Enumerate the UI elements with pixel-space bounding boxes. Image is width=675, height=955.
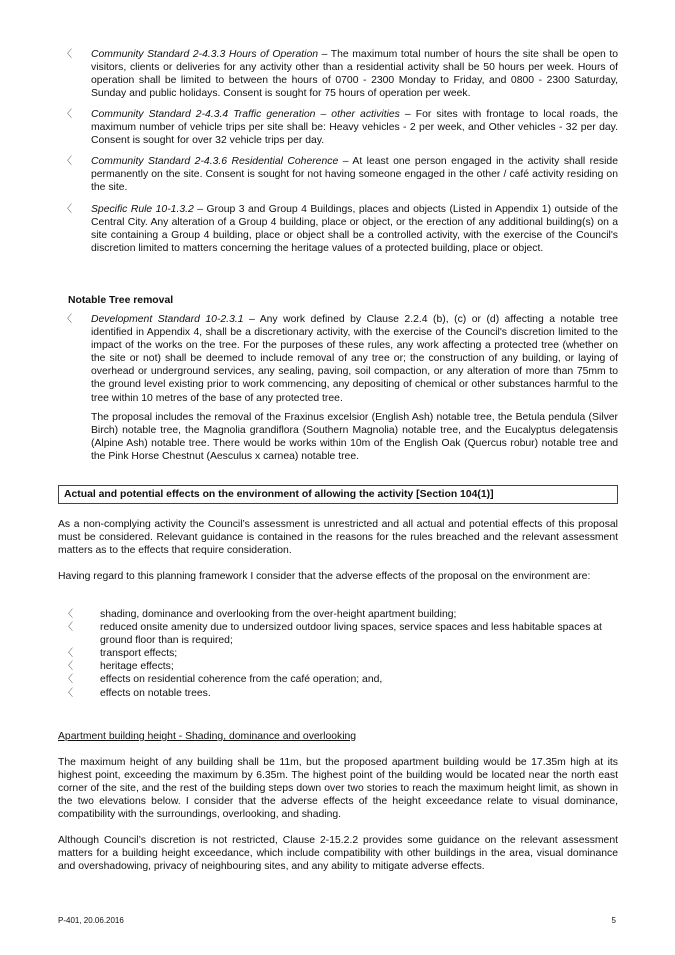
footer-doc-ref: P-401, 20.06.2016 — [58, 916, 124, 925]
bullet-marker: 〈 — [62, 49, 72, 60]
list-item — [63, 621, 618, 647]
rule-item-heritage — [62, 203, 618, 255]
rule-reference: Community Standard 2-4.3.3 Hours of Operation — [91, 49, 319, 60]
effect-text: transport effects; — [100, 648, 178, 660]
effects-list — [63, 608, 618, 700]
paragraph-discretion: Although Council’s discretion is not restricted, Clause 2-15.2.2 provides some guidance on the relevant assessment matters for a building height exceedance, which include compatibility with other buildings in the area, visual dominance and overshadowing, privacy of neighbouring sites, and any ability to mitigate adverse effects. — [58, 835, 618, 873]
bullet-marker: 〈 — [63, 687, 73, 699]
effect-text: shading, dominance and overlooking from the over-height apartment building; — [100, 609, 457, 620]
rule-text: – Any work defined by Clause 2.2.4 (b), (c) or (d) affecting a notable tree identified in Appendix 4, shall be a discretionary activity, with the exercise of the Council's discretion limited to the impact of the works on the tree. For the purposes of these rules, any work affecting a protected tree (whether on the site or not) shall be deemed to include removal of any tree or; the construction of any building, or laying of overhead or underground services, any sealing, paving, soil compaction, or any alteration of more than 75mm to the ground level existing prior to work commencing, any depositing of chemical or other substances harmful to the tree within 10 metres of the base of any protected tree. — [91, 314, 619, 404]
paragraph-noncomplying: As a non-complying activity the Council’s assessment is unrestricted and all actual and potential effects of this proposal must be considered. Relevant guidance is contained in the reasons for the rules breached and the relevant assessment matters as to the effects that require consideration. — [58, 519, 618, 557]
bullet-marker: 〈 — [63, 648, 73, 660]
rule-reference: Specific Rule 10-1.3.2 — [91, 204, 194, 215]
bullet-marker: 〈 — [62, 109, 72, 120]
list-item — [63, 647, 618, 660]
rule-reference: Community Standard 2-4.3.6 Residential Coherence — [91, 156, 339, 167]
effect-text: reduced onsite amenity due to undersized outdoor living spaces, service spaces and less habitable spaces at ground floor than is required; — [100, 622, 602, 647]
rule-text: – The maximum total number of hours the site shall be open to visitors, clients or deliveries for any activity other than a residential activity shall be 50 hours per week. Hours of operation shall be limited to between the hours of 0700 - 2300 Monday to Friday, and 0800 - 2300 Saturday, Sunday and public holidays. Consent is sought for 75 hours of operation per week. — [91, 49, 619, 100]
height-section-heading: Apartment building height - Shading, dominance and overlooking — [58, 731, 357, 742]
rule-text: – For sites with frontage to local roads, the maximum number of vehicle trips per site shall be: Heavy vehicles - 2 per week, and Other vehicles - 32 per day. Consent is sought for over 32 vehicle trips per day. — [91, 109, 618, 147]
paragraph-framework: Having regard to this planning framework I consider that the adverse effects of the proposal on the environment are: — [58, 571, 591, 582]
rule-text: – Group 3 and Group 4 Buildings, places and objects (Listed in Appendix 1) outside of the Central City. Any alteration of a Group 4 building, place or object, or the erection of any additional building(s) on a site containing a Group 4 building, place or object shall be a controlled activity, with the exercise of the Council's discretion limited to matters concerning the heritage values of a protected building, place or object. — [91, 204, 618, 255]
rule-item-hours — [62, 48, 618, 100]
bullet-marker: 〈 — [62, 204, 72, 215]
list-item — [63, 608, 618, 621]
bullet-marker: 〈 — [63, 674, 73, 686]
rule-item-coherence — [62, 155, 618, 194]
effect-text: effects on residential coherence from the café operation; and, — [100, 674, 383, 686]
bullet-marker: 〈 — [62, 314, 72, 325]
bullet-marker: 〈 — [62, 156, 72, 167]
list-item — [63, 687, 618, 700]
page-number: 5 — [611, 916, 616, 925]
bullet-marker: 〈 — [63, 622, 73, 634]
rule-item-traffic — [62, 108, 618, 147]
list-item — [63, 673, 618, 686]
effect-text: heritage effects; — [100, 661, 174, 673]
notable-tree-heading: Notable Tree removal — [68, 295, 174, 306]
rule-item-notable-tree — [62, 313, 618, 405]
rule-reference: Development Standard 10-2.3.1 — [91, 314, 244, 325]
bullet-marker: 〈 — [63, 609, 73, 620]
rule-text: – At least one person engaged in the activity shall reside permanently on the site. Consent is sought for not having someone engaged in the other / café activity residing on the site. — [91, 156, 618, 194]
effects-section-heading: Actual and potential effects on the environment of allowing the activity [Section 104(1)] — [58, 485, 618, 504]
effect-text: effects on notable trees. — [100, 687, 211, 699]
list-item — [63, 660, 618, 673]
paragraph-height: The maximum height of any building shall be 11m, but the proposed apartment building would be 17.35m high at its highest point, exceeding the maximum by 6.35m. The highest point of the building would be located near the north east corner of the site, and the rest of the building steps down over two stories to reach the maximum height limit, as shown in the two elevations below. I consider that the adverse effects of the height exceedance relate to visual dominance, compatibility with the surroundings, overlooking, and shading. — [58, 757, 618, 821]
bullet-marker: 〈 — [63, 661, 73, 673]
notable-tree-proposal: The proposal includes the removal of the Fraxinus excelsior (English Ash) notable tree, the Betula pendula (Silver Birch) notable tree, the Magnolia grandiflora (Southern Magnolia) notable tree, and the Eucalyptus delegatensis (Alpine Ash) notable tree. There would be works within 10m of the English Oak (Quercus robur) notable tree and the Pink Horse Chestnut (Aesculus x carnea) notable tree. — [91, 412, 618, 463]
rule-reference: Community Standard 2-4.3.4 Traffic generation – other activities — [91, 109, 400, 120]
